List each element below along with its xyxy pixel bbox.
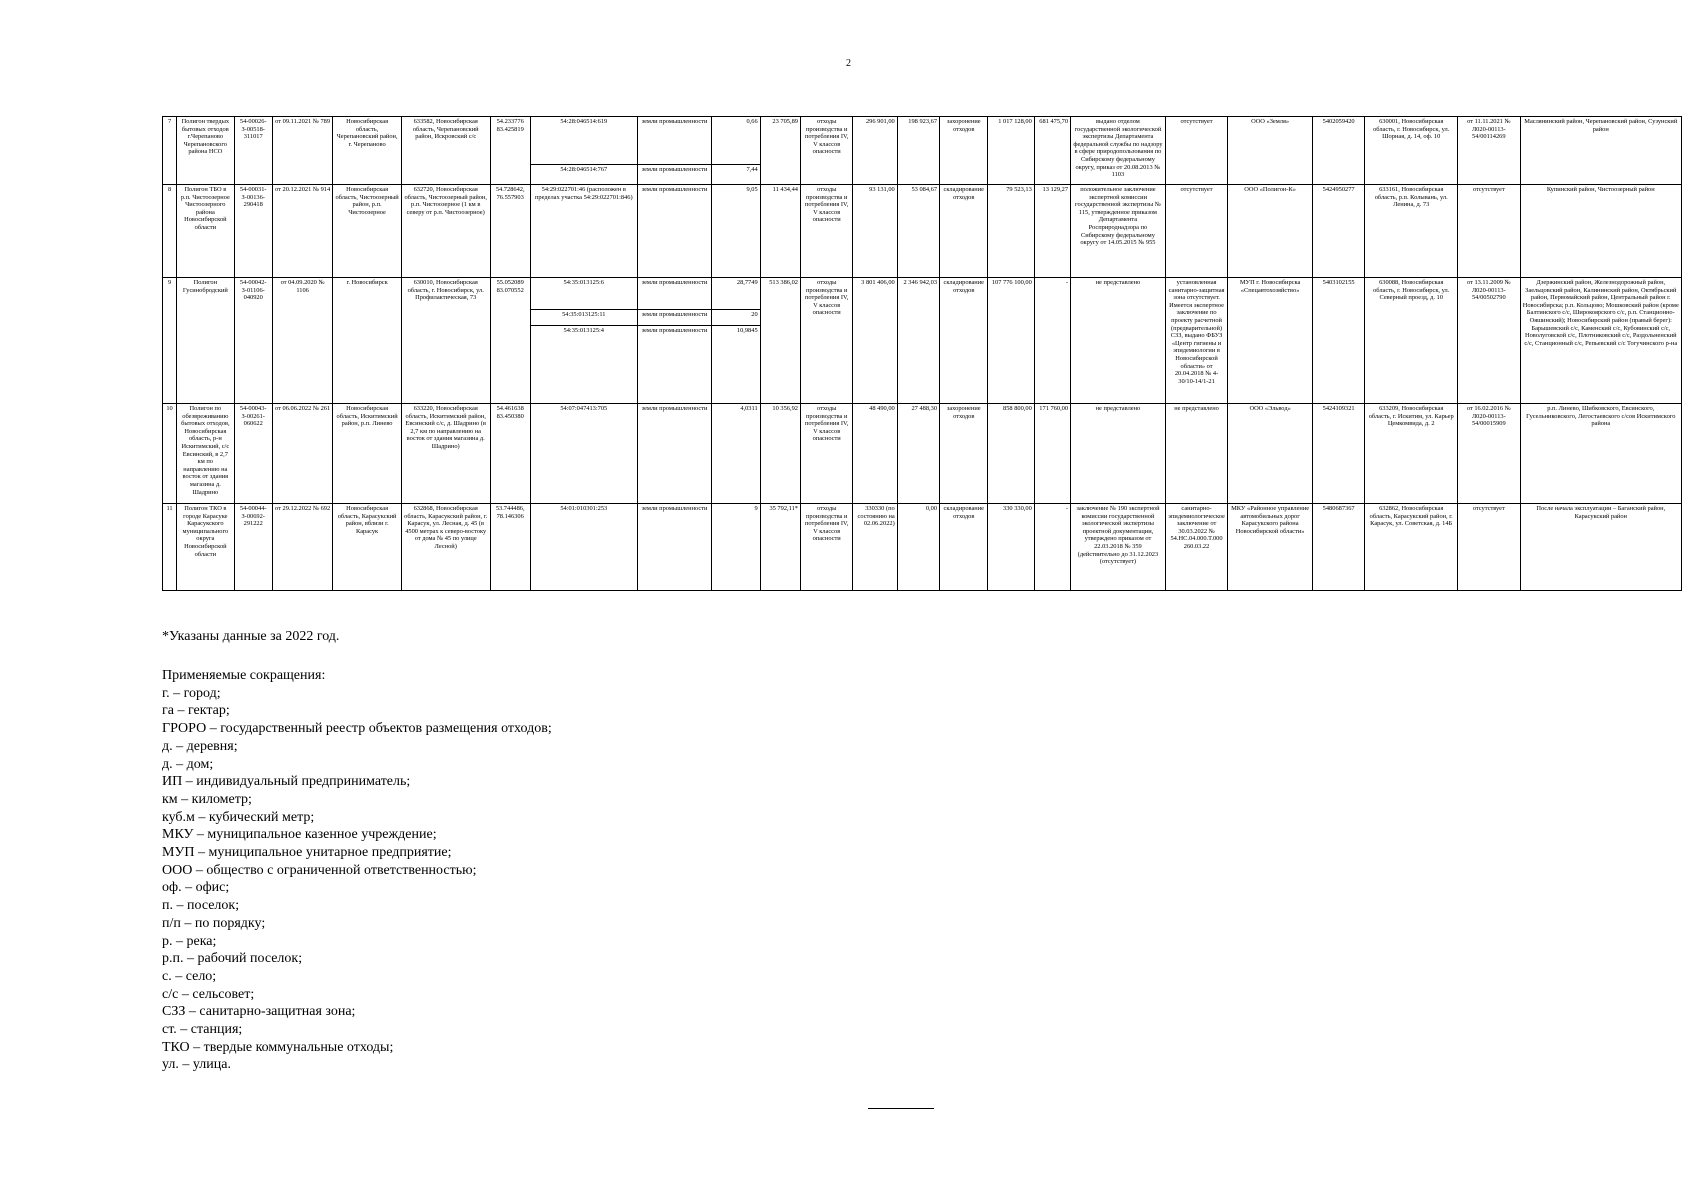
cell-license: от 16.02.2016 № Л020-00113-54/00015909: [1458, 404, 1520, 504]
abbreviations-section: [162, 667, 552, 1074]
cell-c4: -: [1034, 278, 1070, 404]
cell-parcel-cat: земли промышленности: [637, 504, 712, 591]
abbreviation-item: ТКО – твердые коммунальные отходы;: [162, 1039, 394, 1055]
cell-op: складирование отходов: [940, 185, 988, 278]
abbreviation-item: р. – река;: [162, 933, 217, 949]
cell-inn: 5402059420: [1312, 117, 1364, 185]
cell-location: Новосибирская область, Черепановский район, г. Черепаново: [333, 117, 402, 185]
cell-c2: 198 923,67: [897, 117, 939, 185]
cell-parcel-cat: земли промышленности: [637, 165, 712, 185]
cell-name: Полигон ТКО в городе Карасуке Карасукского муниципального округа Новосибирской области: [177, 504, 234, 591]
cell-op_address: 632862, Новосибирская область, Карасукский район, г. Карасук, ул. Советская, д. 14Б: [1365, 504, 1458, 591]
abbreviation-item: д. – дом;: [162, 756, 214, 772]
cell-expertise: положительное заключение экспертной комиссии государственной экспертизы № 115, утвержденное приказом Департамента Росприроднадзора по Сибирскому федеральному округу от 14.05.2015 № 955: [1071, 185, 1166, 278]
cell-c1: 330330 (по состоянию на 02.06.2022): [853, 504, 897, 591]
cell-parcel-cad: 54:28:046514:767: [530, 165, 637, 185]
cell-parcel-area: 28,7749: [712, 278, 760, 310]
table-row: [163, 278, 1682, 310]
cell-location: Новосибирская область, Чистоозерный район, р.п. Чистоозерное: [333, 185, 402, 278]
abbreviation-item: СЗЗ – санитарно-защитная зона;: [162, 1004, 356, 1020]
cell-location: г. Новосибирск: [333, 278, 402, 404]
cell-szz: санитарно-эпидемиологическое заключение от 30.03.2022 № 54.НС.04.000.Т.000 260.03.22: [1165, 504, 1227, 591]
cell-op: захоронение отходов: [940, 404, 988, 504]
cell-c2: 53 084,67: [897, 185, 939, 278]
cell-expertise: не представлено: [1071, 278, 1166, 404]
cell-order: от 20.12.2021 № 914: [272, 185, 332, 278]
cell-n: 11: [163, 504, 177, 591]
abbreviation-item: р.п. – рабочий поселок;: [162, 951, 303, 967]
cell-parcel-cad: 54:01:010301:253: [530, 504, 637, 591]
cell-license: от 11.11.2021 № Л020-00113-54/00114269: [1458, 117, 1520, 185]
cell-parcel-cad: 54:07:047413:705: [530, 404, 637, 504]
end-divider: [868, 1108, 934, 1109]
cell-c4: 13 129,27: [1034, 185, 1070, 278]
cell-c3: 858 800,00: [988, 404, 1034, 504]
cell-location: Новосибирская область, Карасукский район, вблизи г. Карасук: [333, 504, 402, 591]
cell-address: 633582, Новосибирская область, Черепановский район, Искровский с/с: [401, 117, 490, 185]
cell-expertise: заключение № 190 экспертной комиссии государственной экологической экспертизы проектной документации, утверждено приказом от 22.03.2018 № 359 (действительно до 31.12.2023 (отсутствует): [1071, 504, 1166, 591]
cell-volume: 513 386,02: [760, 278, 800, 404]
cell-parcel-cad: 54:35:013125:6: [530, 278, 637, 310]
cell-op: складирование отходов: [940, 278, 988, 404]
abbreviation-item: куб.м – кубический метр;: [162, 809, 315, 825]
cell-c4: 681 475,70: [1034, 117, 1070, 185]
abbreviation-item: с. – село;: [162, 968, 217, 984]
cell-waste: отходы производства и потребления IV, V классов опасности: [800, 185, 852, 278]
cell-volume: 10 356,92: [760, 404, 800, 504]
cell-n: 8: [163, 185, 177, 278]
cell-coords: 55.052089 83.070552: [490, 278, 530, 404]
cell-parcel-cat: земли промышленности: [637, 326, 712, 404]
cell-territory: Дзержинский район, Железнодорожный район, Заельцовский район, Калининский район, Октябрьский район, Первомайский район, Центральный район г. Новосибирска; р.п. Кольцово; Мошковский район (кроме Балтинского с/с, Широкоярского с/с, р.п. Станционно-Ояшинский); Новосибирский район (правый берег): Барышевский с/с, Каменский с/с, Кубовинский с/с, Новолуговской с/с, Плотниковский с/с, Раздольненский с/с, Станционный с/с, Репьевский с/с Тогучинского р-на: [1520, 278, 1681, 404]
cell-parcel-area: 9,05: [712, 185, 760, 278]
cell-operator: ООО «Эльвод»: [1228, 404, 1313, 504]
cell-operator: МКУ «Районное управление автомобильных дорог Карасукского района Новосибирской области»: [1228, 504, 1313, 591]
abbreviation-item: ООО – общество с ограниченной ответственностью;: [162, 862, 477, 878]
cell-volume: 35 792,11*: [760, 504, 800, 591]
cell-territory: Купинский район, Чистоозерный район: [1520, 185, 1681, 278]
cell-parcel-cat: земли промышленности: [637, 404, 712, 504]
cell-territory: После начала эксплуатации – Баганский район, Карасукский район: [1520, 504, 1681, 591]
cell-c1: 3 801 406,00: [853, 278, 897, 404]
cell-expertise: выдано отделом государственной экологической экспертизы Департамента федеральной службы по надзору в сфере природопользования по Сибирскому федеральному округу, приказ от 20.08.2013 № 1103: [1071, 117, 1166, 185]
cell-volume: 11 434,44: [760, 185, 800, 278]
cell-parcel-cat: земли промышленности: [637, 185, 712, 278]
cell-n: 9: [163, 278, 177, 404]
cell-order: от 09.11.2021 № 789: [272, 117, 332, 185]
cell-c2: 0,00: [897, 504, 939, 591]
cell-license: отсутствует: [1458, 504, 1520, 591]
cell-waste: отходы производства и потребления IV, V классов опасности: [800, 504, 852, 591]
cell-parcel-cad: 54:28:046514:619: [530, 117, 637, 165]
cell-operator: МУП г. Новосибирска «Спецавтохозяйство»: [1228, 278, 1313, 404]
abbreviation-item: га – гектар;: [162, 703, 230, 719]
cell-c2: 2 346 942,03: [897, 278, 939, 404]
cell-parcel-cad: 54:35:013125:4: [530, 326, 637, 404]
cell-license: отсутствует: [1458, 185, 1520, 278]
cell-op: складирование отходов: [940, 504, 988, 591]
cell-c3: 79 523,13: [988, 185, 1034, 278]
abbreviation-item: ст. – станция;: [162, 1022, 243, 1038]
table-row: [163, 504, 1682, 591]
cell-szz: отсутствует: [1165, 117, 1227, 185]
cell-n: 10: [163, 404, 177, 504]
cell-order: от 04.09.2020 № 1106: [272, 278, 332, 404]
cell-expertise: не представлено: [1071, 404, 1166, 504]
cell-volume: 23 705,89: [760, 117, 800, 185]
abbreviation-item: МКУ – муниципальное казенное учреждение;: [162, 827, 437, 843]
cell-parcel-cat: земли промышленности: [637, 310, 712, 326]
cell-parcel-area: 7,44: [712, 165, 760, 185]
cell-groro: 54-00044-З-00692-291222: [234, 504, 272, 591]
cell-inn: 5424950277: [1312, 185, 1364, 278]
abbreviation-item: МУП – муниципальное унитарное предприятие;: [162, 845, 452, 861]
cell-order: от 06.06.2022 № 261: [272, 404, 332, 504]
cell-parcel-area: 0,66: [712, 117, 760, 165]
abbreviation-item: км – километр;: [162, 791, 252, 807]
cell-groro: 54-00043-З-00261-060622: [234, 404, 272, 504]
cell-c3: 1 017 128,00: [988, 117, 1034, 185]
cell-address: 630010, Новосибирская область, г. Новосибирск, ул. Профилактическая, 73: [401, 278, 490, 404]
cell-parcel-cad: 54:35:013125:11: [530, 310, 637, 326]
cell-name: Полигон ТБО в р.п. Чистоозерное Чистоозерного района Новосибирской области: [177, 185, 234, 278]
cell-c1: 93 131,00: [853, 185, 897, 278]
cell-address: 632720, Новосибирская область, Чистоозерный район, р.п. Чистоозерное (1 км в северу от р.п. Чистоозерное): [401, 185, 490, 278]
cell-op_address: 633161, Новосибирская область, р.п. Колывань, ул. Ленина, д. 73: [1365, 185, 1458, 278]
cell-c4: 171 760,00: [1034, 404, 1070, 504]
abbreviation-item: г. – город;: [162, 685, 221, 701]
cell-parcel-area: 4,0311: [712, 404, 760, 504]
cell-waste: отходы производства и потребления IV, V классов опасности: [800, 404, 852, 504]
cell-n: 7: [163, 117, 177, 185]
cell-operator: ООО «Земля»: [1228, 117, 1313, 185]
abbreviations-title: Применяемые сокращения:: [162, 668, 326, 683]
abbreviation-item: с/с – сельсовет;: [162, 986, 255, 1002]
abbreviation-item: ИП – индивидуальный предприниматель;: [162, 774, 411, 790]
cell-szz: не представлено: [1165, 404, 1227, 504]
footnote: *Указаны данные за 2022 год.: [162, 629, 340, 644]
cell-c1: 48 490,00: [853, 404, 897, 504]
cell-op_address: 630001, Новосибирская область, г. Новосибирск, ул. Шорная, д. 14, оф. 10: [1365, 117, 1458, 185]
cell-name: Полигон твердых бытовых отходов г.Черепаново Черепановского района НСО: [177, 117, 234, 185]
cell-waste: отходы производства и потребления IV, V классов опасности: [800, 117, 852, 185]
cell-location: Новосибирская область, Искитимский район, р.п. Линево: [333, 404, 402, 504]
cell-waste: отходы производства и потребления IV, V классов опасности: [800, 278, 852, 404]
cell-parcel-area: 20: [712, 310, 760, 326]
cell-parcel-cad: 54:29:022701:46 (расположен в пределах участка 54:29:022701:846): [530, 185, 637, 278]
cell-groro: 54-00031-З-00136-290418: [234, 185, 272, 278]
cell-c1: 296 901,00: [853, 117, 897, 185]
cell-coords: 54.728642, 76.557903: [490, 185, 530, 278]
cell-coords: 54.233776 83.425819: [490, 117, 530, 185]
cell-coords: 54.461638 83.450380: [490, 404, 530, 504]
cell-order: от 29.12.2022 № 692: [272, 504, 332, 591]
cell-license: от 13.11.2009 № Л020-00113-54/00502790: [1458, 278, 1520, 404]
table-row: [163, 404, 1682, 504]
cell-coords: 53.744486, 78.146306: [490, 504, 530, 591]
cell-territory: Маслянинский район, Черепановский район, Сузунский район: [1520, 117, 1681, 185]
cell-c4: -: [1034, 504, 1070, 591]
cell-territory: р.п. Линево, Шибковского, Евсинского, Гусельниковского, Легостаевского с/сов Искитимского района: [1520, 404, 1681, 504]
cell-c3: 330 330,00: [988, 504, 1034, 591]
abbreviation-item: д. – деревня;: [162, 738, 238, 754]
table-row: [163, 117, 1682, 165]
page-number: 2: [846, 58, 851, 69]
cell-szz: установленная санитарно-защитная зона отсутствует. Имеется экспертное заключение по проекту расчетной (предварительной) СЗЗ, выдано ФБУЗ «Центр гигиены и эпидемиологии в Новосибирской области» от 20.04.2018 № 4-30/10-14/1-21: [1165, 278, 1227, 404]
cell-name: Полигон Гусинобродский: [177, 278, 234, 404]
abbreviation-item: ГРОРО – государственный реестр объектов размещения отходов;: [162, 721, 552, 737]
cell-groro: 54-00026-З-00518-311017: [234, 117, 272, 185]
cell-c2: 27 488,30: [897, 404, 939, 504]
cell-inn: 5424109321: [1312, 404, 1364, 504]
cell-parcel-cat: земли промышленности: [637, 117, 712, 165]
cell-op: захоронение отходов: [940, 117, 988, 185]
table-row: [163, 185, 1682, 278]
cell-address: 632868, Новосибирская область, Карасукский район, г. Карасук, ул. Лесная, д. 45 (в 4500 метрах к северо-востоку от дома № 45 по улице Лесной): [401, 504, 490, 591]
cell-op_address: 630088, Новосибирская область, г. Новосибирск, ул. Северный проезд, д. 10: [1365, 278, 1458, 404]
cell-inn: 5480687367: [1312, 504, 1364, 591]
landfill-table: [162, 116, 1682, 591]
cell-operator: ООО «Полигон-К»: [1228, 185, 1313, 278]
cell-parcel-cat: земли промышленности: [637, 278, 712, 310]
abbreviation-item: ул. – улица.: [162, 1057, 231, 1073]
cell-inn: 5403102155: [1312, 278, 1364, 404]
cell-address: 633220, Новосибирская область, Искитимский район, Евсинский с/с, д. Шадрино (в 2,7 км по направлению на восток от здания магазина д. Шадрино): [401, 404, 490, 504]
abbreviation-item: п. – поселок;: [162, 898, 240, 914]
cell-parcel-area: 9: [712, 504, 760, 591]
cell-groro: 54-00042-З-01106-040920: [234, 278, 272, 404]
cell-parcel-area: 10,9845: [712, 326, 760, 404]
cell-c3: 107 776 100,00: [988, 278, 1034, 404]
cell-name: Полигон по обезвреживанию бытовых отходов, Новосибирская область, р-н Искитимский, с/с Евсинский, в 2,7 км по направлению на восток от здания магазина д. Шадрино: [177, 404, 234, 504]
cell-szz: отсутствует: [1165, 185, 1227, 278]
abbreviation-item: п/п – по порядку;: [162, 915, 266, 931]
abbreviation-item: оф. – офис;: [162, 880, 230, 896]
abbreviations-list: [162, 685, 552, 1074]
cell-op_address: 633209, Новосибирская область, г. Искитим, ул. Карьер Цемкомвида, д. 2: [1365, 404, 1458, 504]
